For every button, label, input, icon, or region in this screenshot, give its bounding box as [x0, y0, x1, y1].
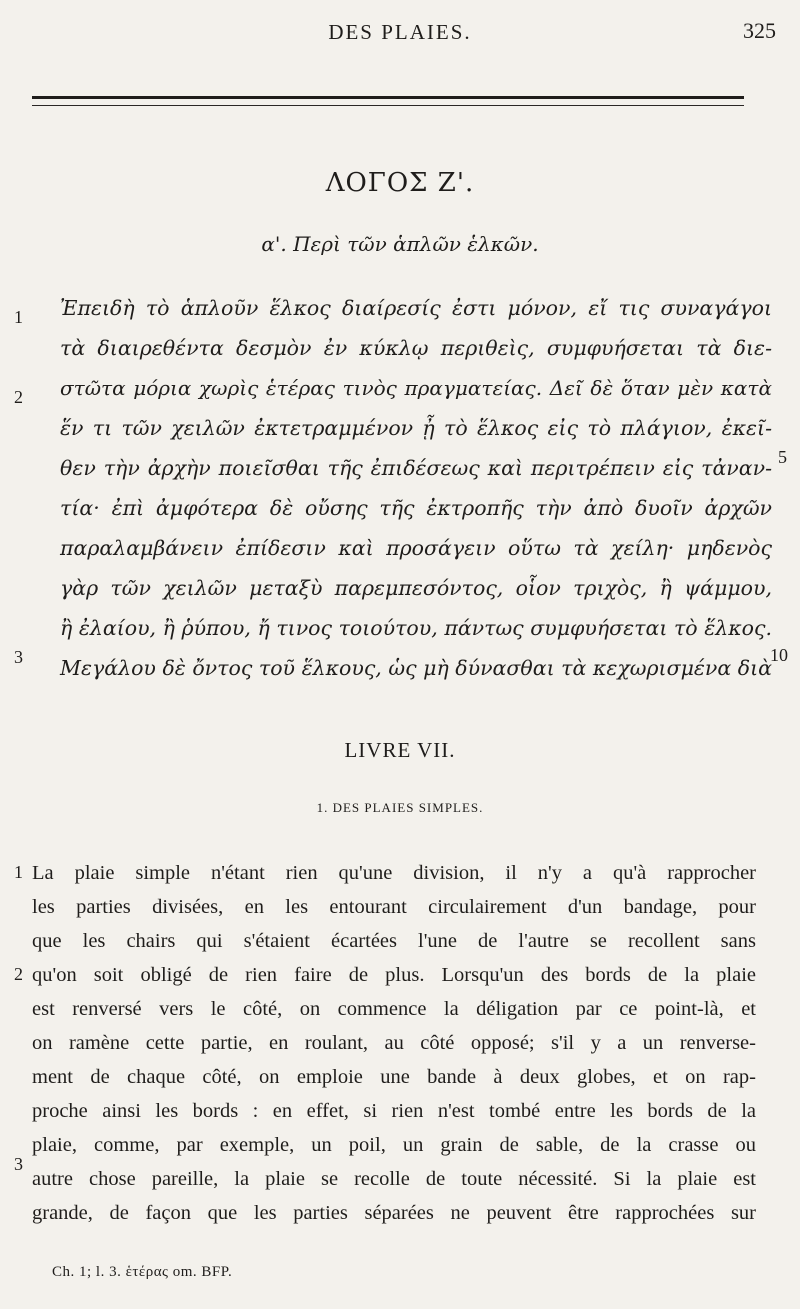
greek-chapter-title: α'. Περὶ τῶν ἁπλῶν ἑλκῶν.	[261, 232, 539, 256]
running-title: DES PLAIES.	[328, 20, 472, 44]
page-number: 325	[743, 18, 776, 43]
french-line: grande, de façon que les parties séparées ne peuvent être rapprochées sur	[32, 1202, 756, 1224]
greek-line: γὰρ τῶν χειλῶν μεταξὺ παρεμπεσόντος, οἷον τριχὸς, ἢ ψάμμου,	[60, 576, 772, 600]
french-line: que les chairs qui s'étaient écartées l'une de l'autre se recollent sans	[32, 930, 756, 952]
french-section-marker: 3	[14, 1154, 23, 1174]
french-line: est renversé vers le côté, on commence la déligation par ce point-là, et	[32, 998, 756, 1020]
greek-line: στῶτα μόρια χωρὶς ἑτέρας τινὸς πραγματείας. Δεῖ δὲ ὅταν μὲν κατὰ	[60, 376, 772, 400]
greek-line: τὰ διαιρεθέντα δεσμὸν ἐν κύκλῳ περιθεὶς, συμφυήσεται τὰ διε-	[60, 336, 772, 360]
greek-section-marker: 1	[14, 307, 23, 327]
greek-section-marker: 2	[14, 387, 23, 407]
greek-line-number: 5	[778, 447, 787, 467]
greek-book-title: ΛΟΓΟΣ Ζ'.	[325, 168, 475, 198]
french-section-marker: 2	[14, 964, 23, 984]
running-head	[0, 18, 800, 48]
footnote: Ch. 1; l. 3. ἑτέρας om. BFP.	[52, 1264, 233, 1280]
french-line: autre chose pareille, la plaie se recolle de toute nécessité. Si la plaie est	[32, 1168, 756, 1190]
french-line: La plaie simple n'étant rien qu'une division, il n'y a qu'à rapprocher	[32, 862, 756, 884]
greek-line: θεν τὴν ἀρχὴν ποιεῖσθαι τῆς ἐπιδέσεως καὶ περιτρέπειν εἰς τἀναν-	[60, 456, 772, 480]
greek-line: παραλαμβάνειν ἐπίδεσιν καὶ προσάγειν οὕτω τὰ χείλη· μηδενὸς	[60, 536, 772, 560]
french-line: ment de chaque côté, on emploie une bande à deux globes, et on rap-	[32, 1066, 756, 1088]
greek-line: ἕν τι τῶν χειλῶν ἐκτετραμμένον ᾖ τὸ ἕλκος εἰς τὸ πλάγιον, ἐκεῖ-	[60, 416, 772, 440]
french-line: les parties divisées, en les entourant circulairement d'un bandage, pour	[32, 896, 756, 918]
greek-section-marker: 3	[14, 647, 23, 667]
greek-line: Ἐπειδὴ τὸ ἁπλοῦν ἕλκος διαίρεσίς ἐστι μόνον, εἴ τις συναγάγοι	[60, 296, 772, 320]
french-line: proche ainsi les bords : en effet, si rien n'est tombé entre les bords de la	[32, 1100, 756, 1122]
greek-line: ἢ ἐλαίου, ἢ ῥύπου, ἤ τινος τοιούτου, πάντως συμφυήσεται τὸ ἕλκος.	[60, 616, 772, 640]
header-rule-thick	[32, 96, 744, 99]
french-section-marker: 1	[14, 862, 23, 882]
header-rule-thin	[32, 105, 744, 106]
greek-line: Μεγάλου δὲ ὄντος τοῦ ἕλκους, ὡς μὴ δύνασθαι τὰ κεχωρισμένα διὰ	[60, 656, 772, 680]
greek-line: τία· ἐπὶ ἀμφότερα δὲ οὔσης τῆς ἐκτροπῆς τὴν ἀπὸ δυοῖν ἀρχῶν	[60, 496, 772, 520]
french-book-title: LIVRE VII.	[344, 738, 456, 762]
french-line: qu'on soit obligé de rien faire de plus. Lorsqu'un des bords de la plaie	[32, 964, 756, 986]
greek-line-number: 10	[770, 645, 788, 665]
french-line: plaie, comme, par exemple, un poil, un grain de sable, de la crasse ou	[32, 1134, 756, 1156]
french-line: on ramène cette partie, en roulant, au côté opposé; s'il y a un renverse-	[32, 1032, 756, 1054]
french-chapter-title: 1. DES PLAIES SIMPLES.	[316, 800, 484, 815]
